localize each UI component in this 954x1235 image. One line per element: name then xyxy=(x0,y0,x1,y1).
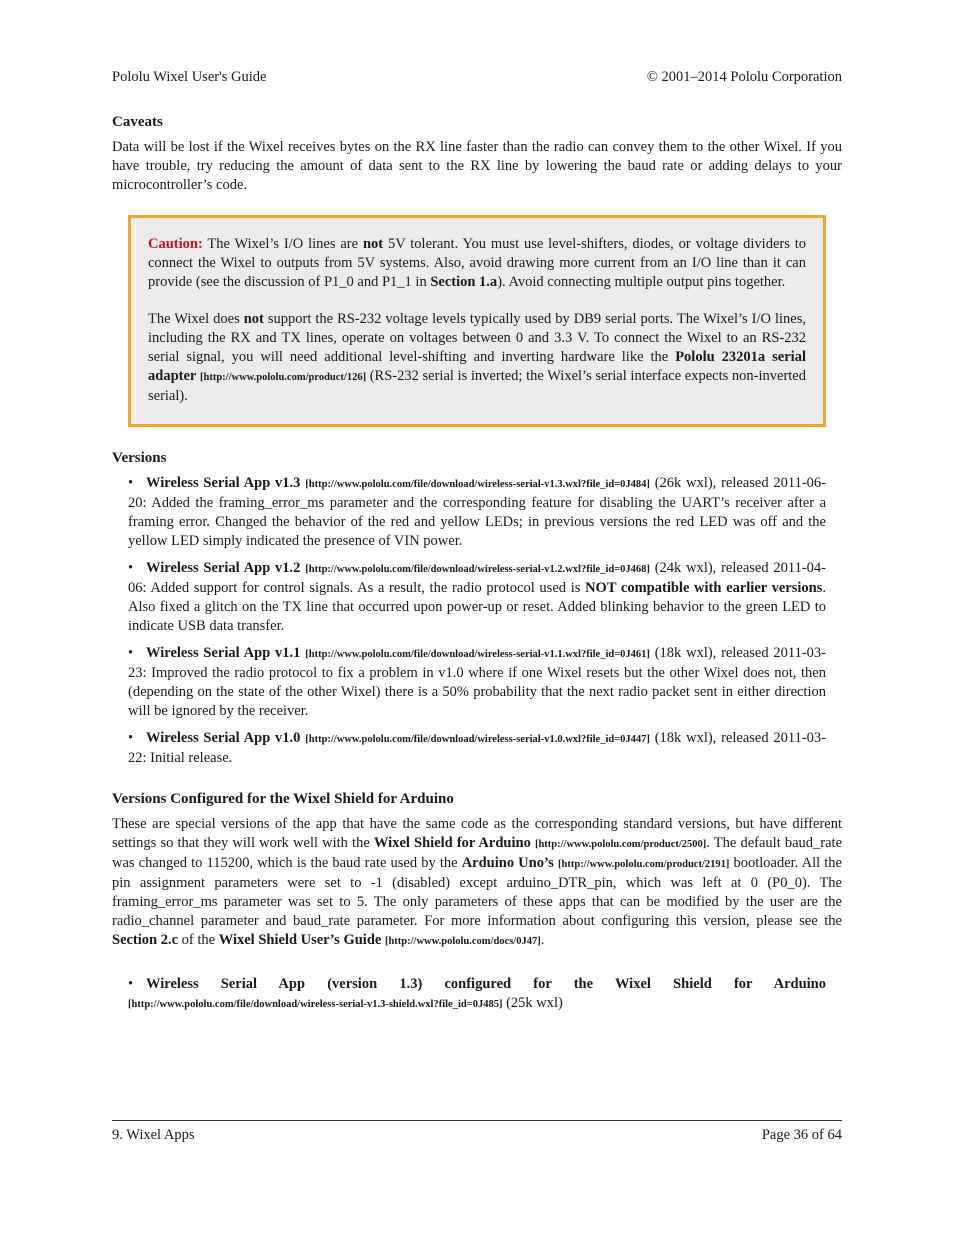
version-description: (24k wxl), released 2011-04-06: Added support for control signals. As a result, the radio protocol used is xyxy=(128,560,827,596)
version-link[interactable]: Wireless Serial App v1.3 xyxy=(146,475,301,491)
version-description: (18k wxl), released 2011-03-22: Initial release. xyxy=(128,730,827,766)
page-header xyxy=(112,69,842,86)
shield-text: . xyxy=(540,932,545,948)
emphasis-not: not xyxy=(362,236,384,252)
shield-guide-url[interactable]: [http://www.pololu.com/docs/0J47] xyxy=(384,936,541,947)
shield-versions-list xyxy=(112,975,842,1014)
header-title: Pololu Wixel User's Guide xyxy=(112,69,267,85)
header-copyright: © 2001–2014 Pololu Corporation xyxy=(646,69,842,85)
caution-paragraph-1 xyxy=(148,235,806,292)
page-footer xyxy=(112,1127,842,1144)
versions-heading: Versions xyxy=(112,450,167,466)
shield-text: of the xyxy=(178,932,219,948)
version-url[interactable]: [http://www.pololu.com/file/download/wireless-serial-v1.3.wxl?file_id=0J484] xyxy=(305,479,650,490)
caution-box xyxy=(128,215,826,427)
caution-label: Caution: xyxy=(148,236,203,252)
bullet-icon: • xyxy=(128,475,134,491)
list-item xyxy=(128,559,826,636)
footer-page-number: Page 36 of 64 xyxy=(761,1127,842,1143)
arduino-uno-url[interactable]: [http://www.pololu.com/product/2191] xyxy=(558,859,730,870)
list-item xyxy=(128,474,826,551)
version-description: (26k wxl), released 2011-06-20: Added the framing_error_ms parameter and the corresponding feature for disabling the UART’s receiver after a framing error. Changed the behavior of the red and yellow LEDs; in previous versions the red LED was off and the yellow LED simply indicated the presence of VIN power. xyxy=(128,475,827,549)
emphasis-not: not xyxy=(243,311,264,327)
version-link[interactable]: Wireless Serial App v1.2 xyxy=(146,560,301,576)
caution-text: (RS-232 serial is inverted; the Wixel’s serial interface expects non-inverted serial). xyxy=(148,368,806,404)
shield-paragraph xyxy=(112,815,842,951)
wixel-shield-url[interactable]: [http://www.pololu.com/product/2500] xyxy=(534,839,707,850)
caution-paragraph-2 xyxy=(148,310,806,406)
list-item xyxy=(128,975,826,1014)
bullet-icon: • xyxy=(128,560,134,576)
serial-adapter-link[interactable]: Pololu 23201a serial adapter xyxy=(148,349,806,384)
shield-version-url[interactable]: [http://www.pololu.com/file/download/wireless-serial-v1.3-shield.wxl?file_id=0J485] xyxy=(128,999,503,1010)
shield-guide-link[interactable]: Wixel Shield User’s Guide xyxy=(218,932,382,948)
caution-text: The Wixel’s I/O lines are xyxy=(202,236,363,252)
caution-text: support the RS-232 voltage levels typically used by DB9 serial ports. The Wixel’s I/O lines, including the RX and TX lines, operate on voltages between 0 and 3.3 V. To connect the Wixel to an RS-232 serial signal, you will need additional level-shifting and inverting hardware like the xyxy=(148,311,807,365)
serial-adapter-url[interactable]: [http://www.pololu.com/product/126] xyxy=(200,372,367,383)
caveats-paragraph: Data will be lost if the Wixel receives bytes on the RX line faster than the radio can convey them to the other Wixel. If you have trouble, try reducing the amount of data sent to the RX line by lowering the baud rate or adding delays to your microcontroller’s code. xyxy=(112,139,842,193)
versions-list xyxy=(112,474,842,768)
version-link[interactable]: Wireless Serial App v1.0 xyxy=(146,730,301,746)
shield-heading: Versions Configured for the Wixel Shield for Arduino xyxy=(112,791,454,807)
main-content xyxy=(112,113,842,1022)
footer-section: 9. Wixel Apps xyxy=(112,1127,195,1143)
list-item xyxy=(128,644,826,721)
caution-text: 5V tolerant. You must use level-shifters, diodes, or voltage dividers to connect the Wixel to outputs from 5V systems. Also, avoid drawing more current from an I/O line than it can provide (see the discussion of P1_0 and P1_1 in xyxy=(148,236,807,290)
bullet-icon: • xyxy=(128,645,134,661)
shield-text: These are special versions of the app that have the same code as the corresponding standard versions, but have different settings so that they will work well with the xyxy=(112,816,842,851)
list-item xyxy=(128,729,826,768)
caution-text: ). Avoid connecting multiple output pins together. xyxy=(497,274,786,290)
shield-text: . The default baud_rate was changed to 115200, which is the baud rate used by the xyxy=(112,835,843,871)
version-url[interactable]: [http://www.pololu.com/file/download/wireless-serial-v1.1.wxl?file_id=0J461] xyxy=(305,649,650,660)
caution-text: The Wixel does xyxy=(148,311,244,327)
version-url[interactable]: [http://www.pololu.com/file/download/wireless-serial-v1.0.wxl?file_id=0J447] xyxy=(305,734,650,745)
version-description: (18k wxl), released 2011-03-23: Improved the radio protocol to fix a problem in v1.0 where if one Wixel resets but the other Wixel does not, then (depending on the state of the other Wixel) there is a 50% probability that the next radio packet sent in either direction will be ignored by the receiver. xyxy=(128,645,827,719)
arduino-uno-link[interactable]: Arduino Uno’s xyxy=(461,855,554,871)
version-emphasis: NOT compatible with earlier versions xyxy=(585,580,823,596)
version-url[interactable]: [http://www.pololu.com/file/download/wireless-serial-v1.2.wxl?file_id=0J468] xyxy=(305,564,650,575)
version-description: . Also fixed a glitch on the TX line that occurred upon power-up or reset. Added blinking behavior to the green LED to indicate USB data transfer. xyxy=(128,580,826,634)
shield-version-size: (25k wxl) xyxy=(502,995,563,1011)
footer-divider xyxy=(112,1120,842,1121)
shield-version-link[interactable]: Wireless Serial App (version 1.3) configured for the Wixel Shield for Arduino xyxy=(146,976,826,992)
caveats-heading: Caveats xyxy=(112,114,163,130)
bullet-icon: • xyxy=(128,730,134,746)
wixel-shield-link[interactable]: Wixel Shield for Arduino xyxy=(373,835,531,851)
section-2c-link[interactable]: Section 2.c xyxy=(112,932,179,948)
bullet-icon: • xyxy=(128,976,134,992)
shield-text: bootloader. All the pin assignment parameters were set to -1 (disabled) except arduino_DTR_pin, which was left at 0 (P0_0). The framing_error_ms parameter was set to 5. The only parameters of these apps that can be modified by the user are the radio_channel parameter and baud_rate parameter. For more information about configuring this version, please see the xyxy=(112,855,842,929)
version-link[interactable]: Wireless Serial App v1.1 xyxy=(146,645,301,661)
section-1a-link[interactable]: Section 1.a xyxy=(430,274,498,290)
